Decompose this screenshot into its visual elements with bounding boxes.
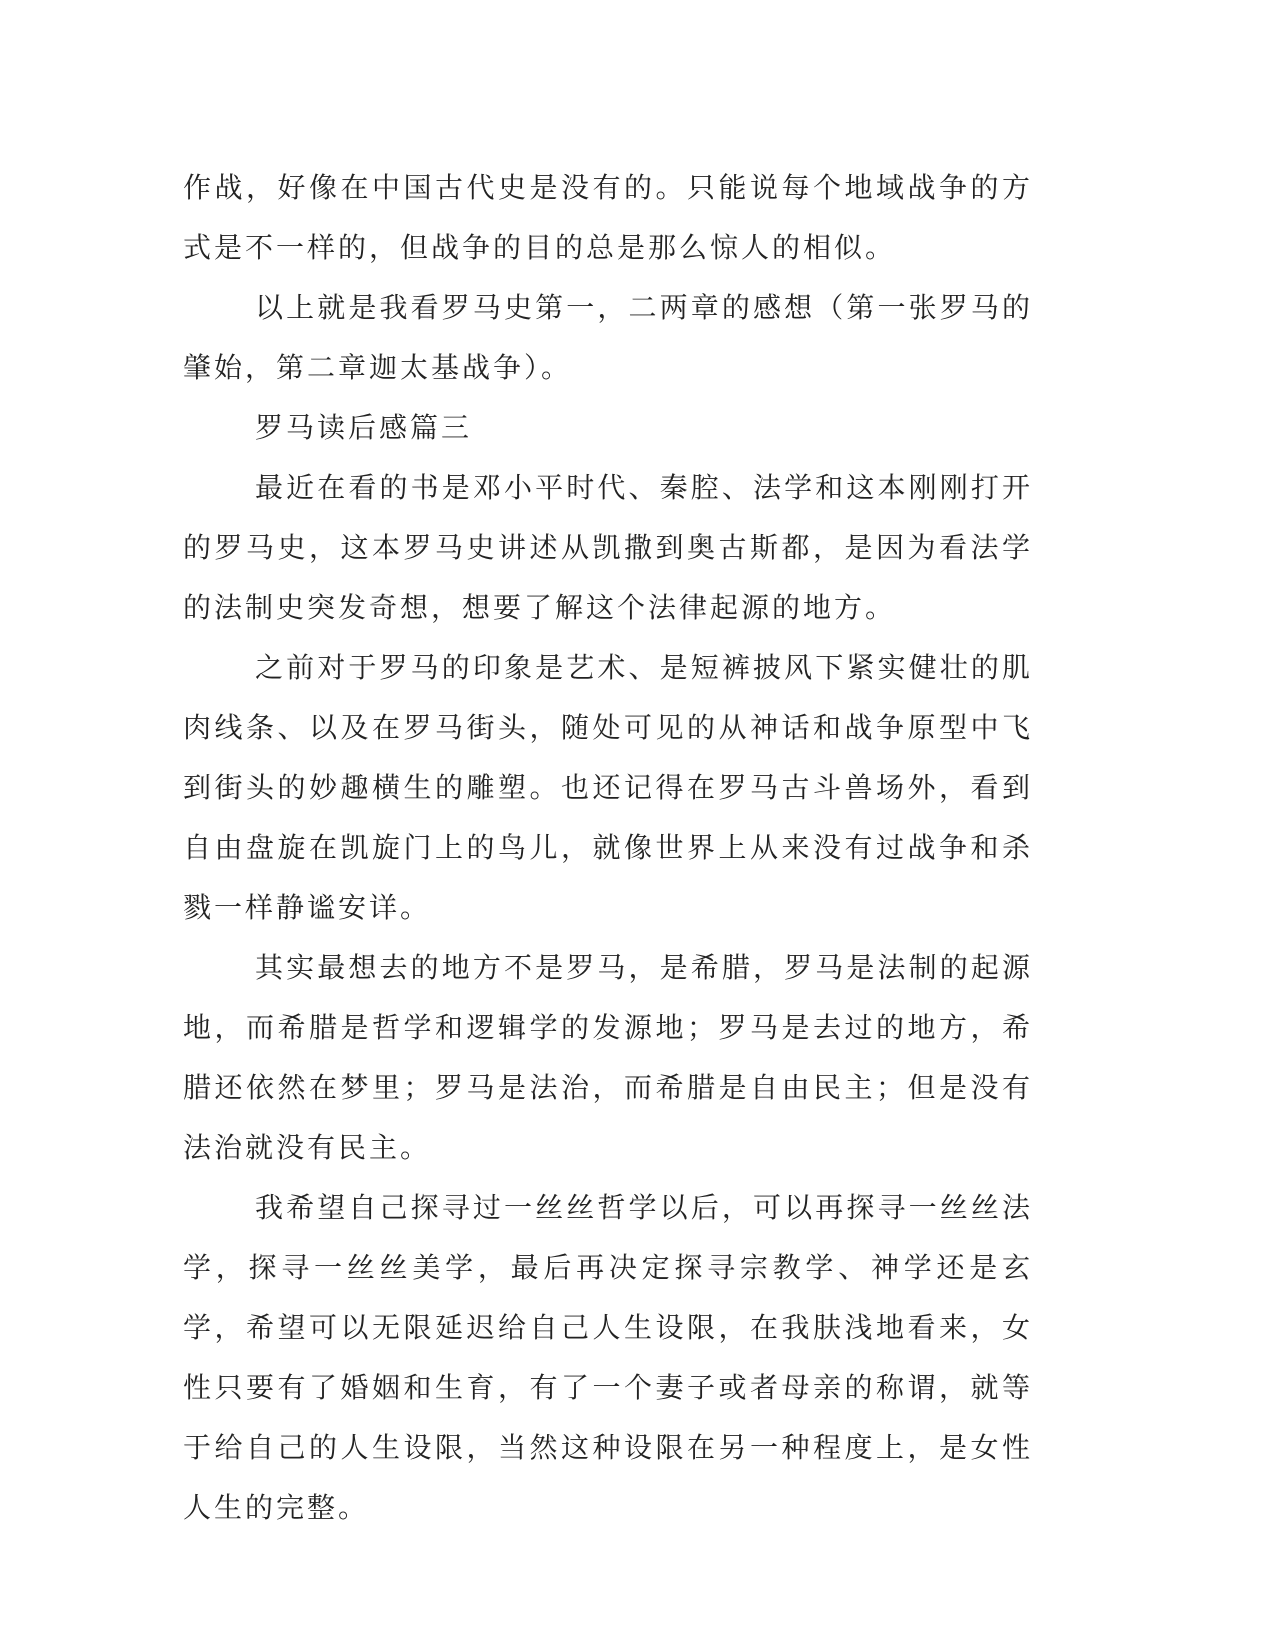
paragraph-2: 以上就是我看罗马史第一，二两章的感想（第一张罗马的肇始，第二章迦太基战争）。 — [183, 291, 1033, 384]
section-heading: 罗马读后感篇三 — [255, 411, 473, 444]
paragraph-5: 其实最想去的地方不是罗马，是希腊，罗马是法制的起源地，而希腊是哲学和逻辑学的发源地；罗马是去过的地方，希腊还依然在梦里；罗马是法治，而希腊是自由民主；但是没有法治就没有民主。 — [183, 951, 1033, 1164]
document-body — [183, 158, 1033, 1538]
paragraph-4: 之前对于罗马的印象是艺术、是短裤披风下紧实健壮的肌肉线条、以及在罗马街头，随处可见的从神话和战争原型中飞到街头的妙趣横生的雕塑。也还记得在罗马古斗兽场外，看到自由盘旋在凯旋门上的鸟儿，就像世界上从来没有过战争和杀戮一样静谧安详。 — [183, 651, 1033, 924]
paragraph-6: 我希望自己探寻过一丝丝哲学以后，可以再探寻一丝丝法学，探寻一丝丝美学，最后再决定探寻宗教学、神学还是玄学，希望可以无限延迟给自己人生设限，在我肤浅地看来，女性只要有了婚姻和生育，有了一个妻子或者母亲的称谓，就等于给自己的人生设限，当然这种设限在另一种程度上，是女性人生的完整。 — [183, 1191, 1033, 1524]
paragraph-1: 作战，好像在中国古代史是没有的。只能说每个地域战争的方式是不一样的，但战争的目的总是那么惊人的相似。 — [183, 171, 1033, 264]
paragraph-3: 最近在看的书是邓小平时代、秦腔、法学和这本刚刚打开的罗马史，这本罗马史讲述从凯撒到奥古斯都，是因为看法学的法制史突发奇想，想要了解这个法律起源的地方。 — [183, 471, 1033, 624]
